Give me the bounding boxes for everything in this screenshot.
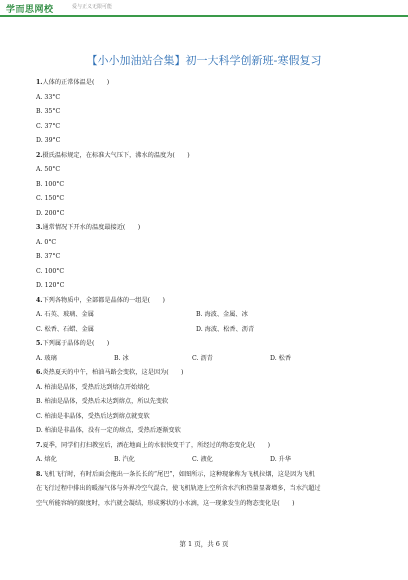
option: D. 海波、松香、沥青 bbox=[196, 325, 255, 333]
option: B. 汽化 bbox=[114, 456, 135, 463]
question-text: 下列各物质中，全部都是晶体的一组是( ) bbox=[42, 296, 165, 304]
question-number: 4. bbox=[36, 296, 43, 304]
brand-slogan: 爱与正义无限可能 bbox=[72, 4, 113, 10]
option: C. 液化 bbox=[192, 456, 213, 463]
option: B. 100°C bbox=[36, 180, 65, 188]
option-row bbox=[36, 323, 381, 338]
question-stem bbox=[36, 221, 381, 236]
option: A. 50°C bbox=[36, 166, 61, 173]
option: A. 熔化 bbox=[36, 456, 57, 463]
question-text-line: 在飞行过程中排出的暖湿气体与外界冷空气混合，使飞机轨迹上空所含水汽和热量显著增多，当水汽超过 bbox=[36, 485, 321, 492]
option: C. 150°C bbox=[36, 195, 65, 202]
option: A. 0°C bbox=[36, 238, 57, 246]
option: B. 柏油是晶体，受热后未达到熔点，所以先变软 bbox=[36, 398, 169, 405]
option: D. 200°C bbox=[36, 209, 65, 217]
question-stem bbox=[36, 294, 381, 309]
question-list bbox=[36, 76, 381, 511]
option: C. 沥青 bbox=[192, 354, 213, 362]
question-number: 5. bbox=[36, 340, 43, 347]
question-number: 2. bbox=[36, 151, 43, 159]
option: D. 39°C bbox=[36, 137, 61, 144]
option: C. 松香、石蜡、金属 bbox=[36, 325, 94, 333]
option-row bbox=[36, 352, 381, 367]
question-stem bbox=[36, 366, 381, 381]
option: D. 120°C bbox=[36, 282, 65, 289]
question-text-line: 空气所能容纳的限度时，水汽就会凝结，形成雾状的小水滴，这一现象发生的物态变化是( ) bbox=[36, 499, 295, 507]
question-stem bbox=[36, 439, 381, 454]
option: B. 35°C bbox=[36, 108, 61, 115]
page-footer: 第 1 页，共 6 页 bbox=[179, 540, 229, 548]
brand-logo: 学而思网校 bbox=[6, 5, 54, 15]
question-text: 下列属于晶体的是( ) bbox=[42, 340, 110, 347]
option: C. 柏油是非晶体，受热后达到熔点就变软 bbox=[36, 412, 150, 420]
question-text: 人体的正常体温是( ) bbox=[42, 79, 110, 86]
page-title: 【小小加油站合集】初一大科学创新班-寒假复习 bbox=[86, 54, 322, 67]
question-stem bbox=[36, 468, 381, 483]
option-row bbox=[36, 308, 381, 323]
question-text: 夏季，同学们打扫教室后，洒在地面上的水很快变干了，所经过的物态变化是( ) bbox=[42, 441, 271, 449]
question-stem bbox=[36, 149, 381, 164]
page-header bbox=[0, 0, 408, 14]
question-text: 炎热夏天的中午，柏油马路会变软，这是因为( ) bbox=[42, 369, 184, 376]
option: A. 玻璃 bbox=[36, 354, 57, 362]
question-text: 通常情况下开水的温度最接近( ) bbox=[42, 224, 141, 231]
option: A. 柏油是晶体，受热后达到熔点开始熔化 bbox=[36, 383, 150, 391]
option: C. 37°C bbox=[36, 122, 61, 130]
option: A. 33°C bbox=[36, 93, 61, 101]
header-divider bbox=[0, 15, 408, 17]
question-stem bbox=[36, 337, 381, 352]
question-number: 7. bbox=[36, 441, 43, 449]
question-number: 8. bbox=[36, 470, 43, 478]
option: D. 松香 bbox=[270, 354, 292, 362]
option: D. 升华 bbox=[270, 456, 292, 463]
option: B. 37°C bbox=[36, 253, 61, 260]
option: B. 海波、金属、冰 bbox=[196, 311, 248, 318]
question-number: 3. bbox=[36, 224, 43, 231]
option: D. 柏油是非晶体，没有一定的熔点，受热后逐渐变软 bbox=[36, 427, 181, 434]
option: B. 冰 bbox=[114, 354, 129, 362]
question-text: 摄氏温标规定，在标准大气压下，沸水的温度为( ) bbox=[42, 151, 190, 159]
question-number: 1. bbox=[36, 79, 43, 86]
question-text: 飞机飞行时，有时后面会拖出一条长长的“尾巴”，如图所示，这种现象称为飞机拉烟，这是因为飞机 bbox=[42, 470, 315, 478]
option: A. 石英、玻璃、金属 bbox=[36, 311, 94, 318]
option: C. 100°C bbox=[36, 267, 65, 275]
option-row bbox=[36, 453, 381, 468]
question-stem bbox=[36, 76, 381, 91]
question-number: 6. bbox=[36, 369, 43, 376]
